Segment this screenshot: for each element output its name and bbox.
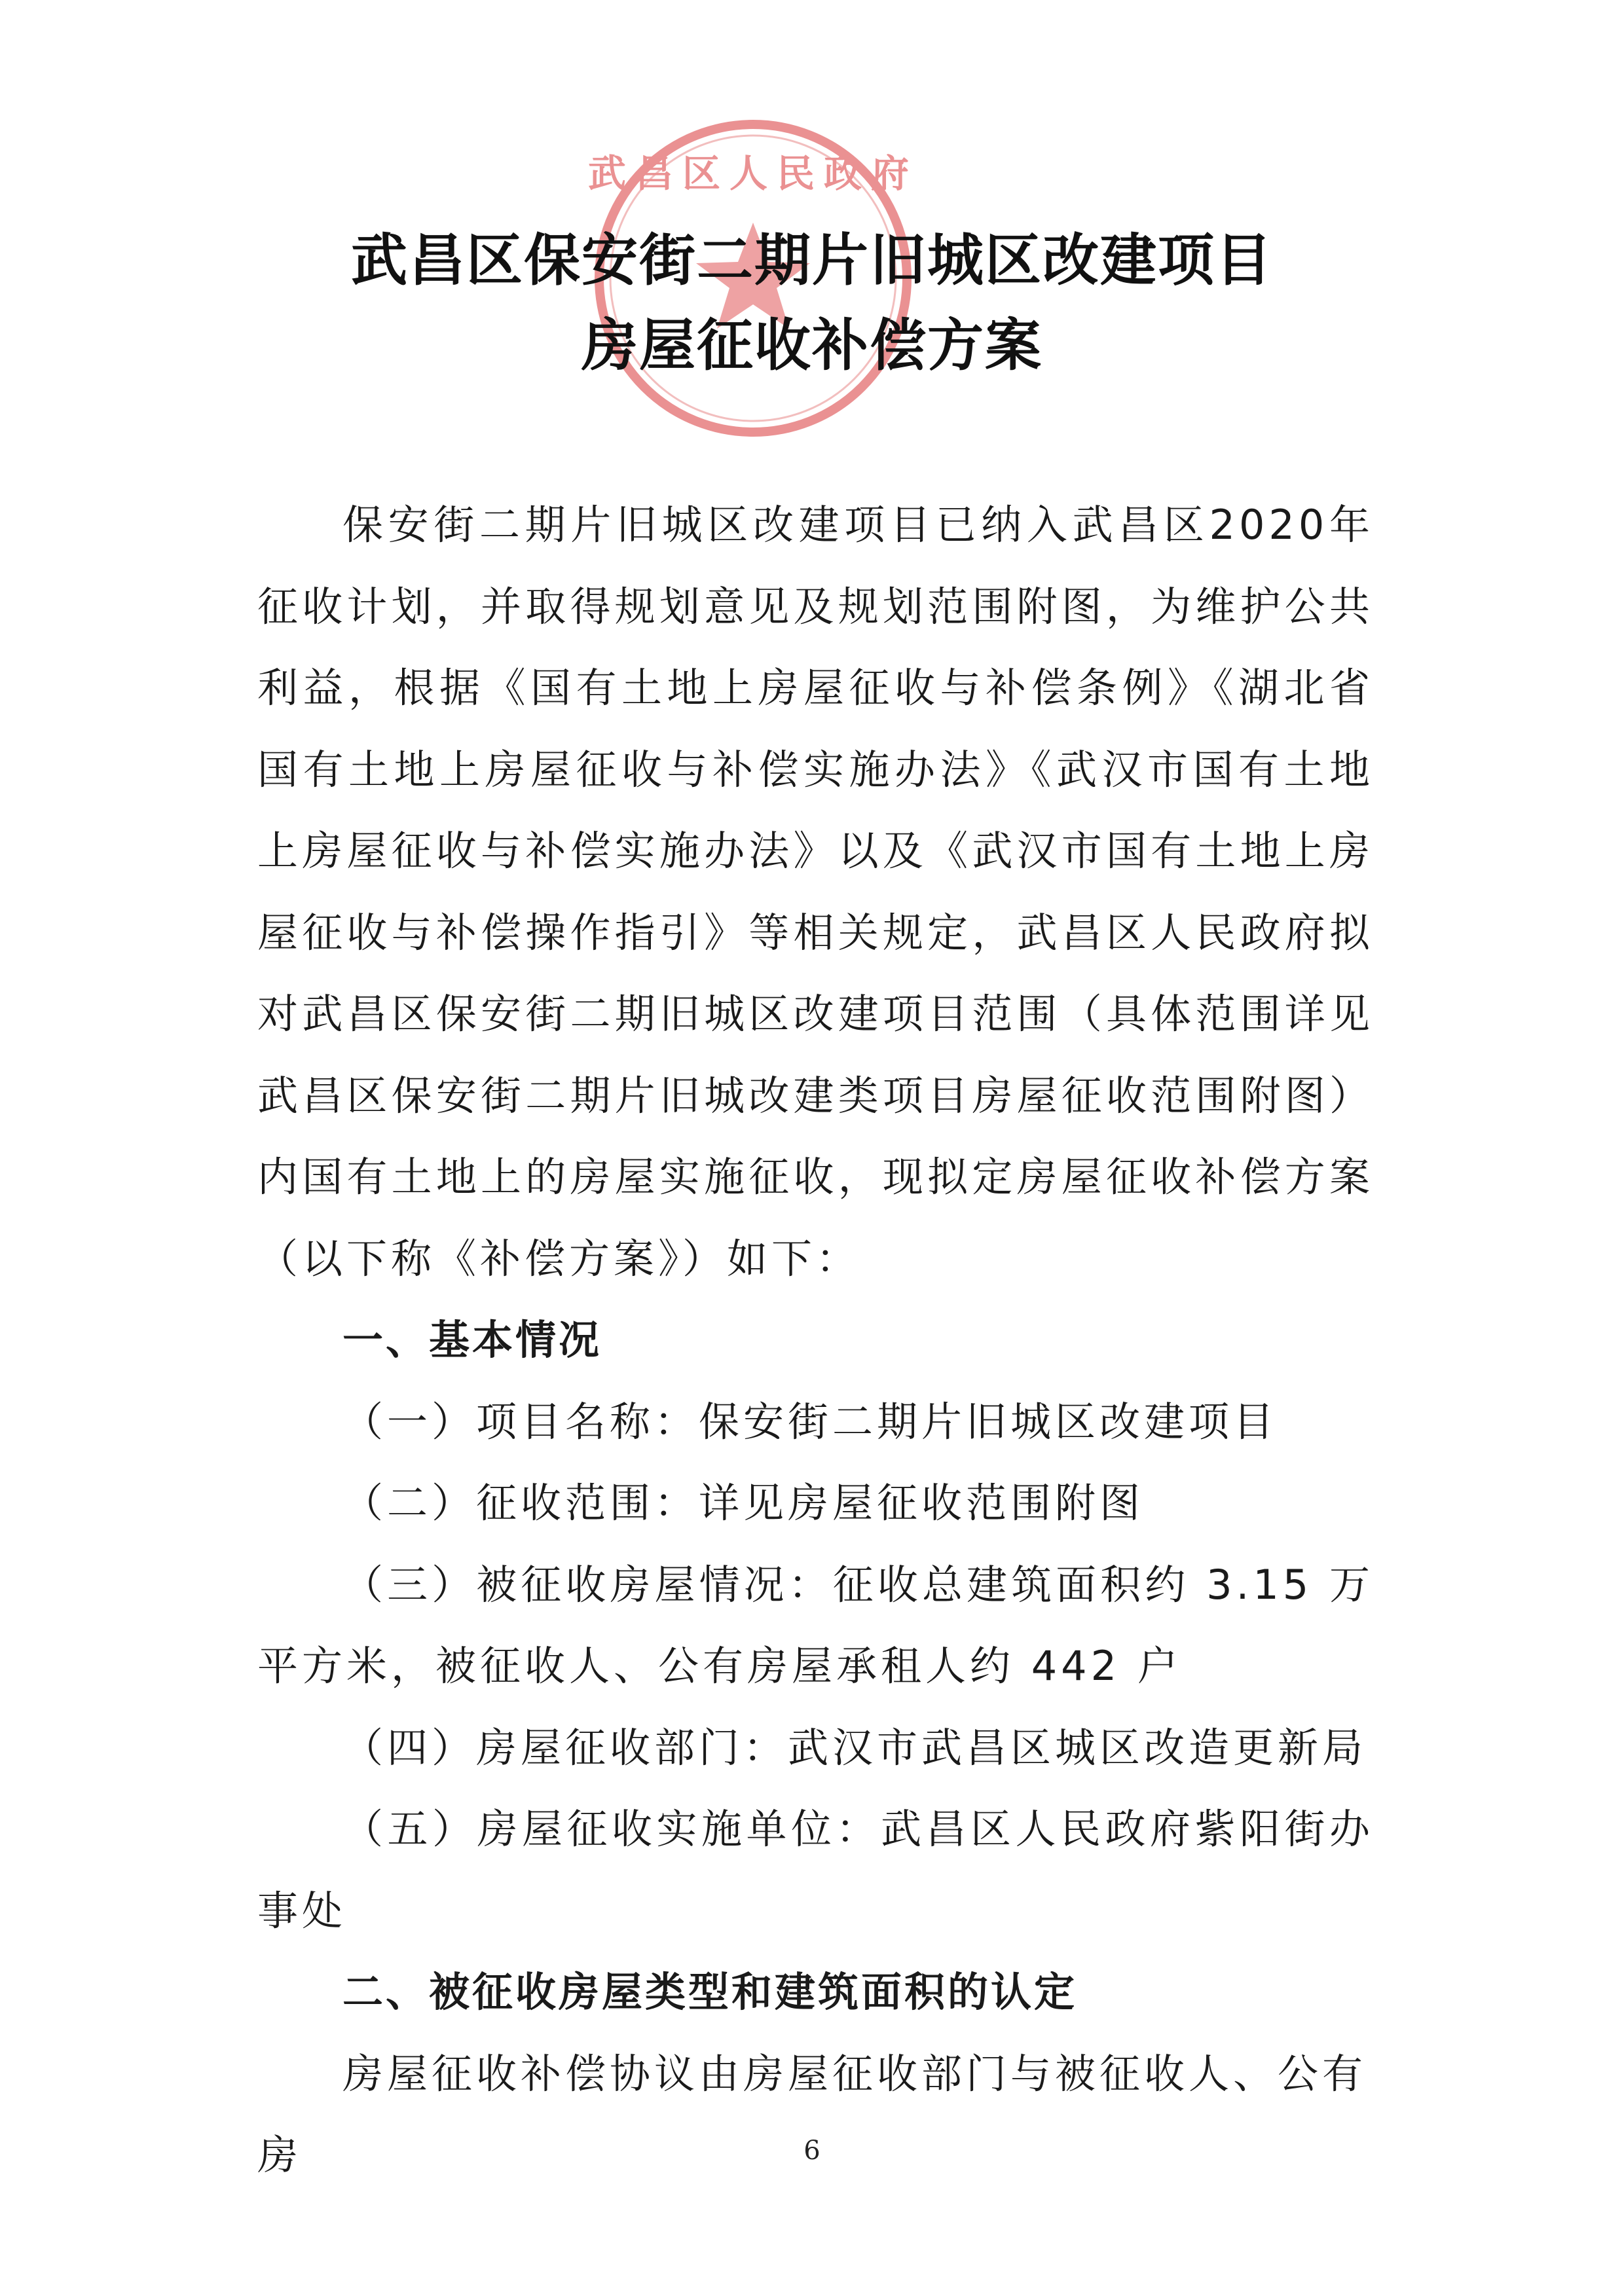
item-house-situation: （三）被征收房屋情况：征收总建筑面积约 3.15 万平方米，被征收人、公有房屋承租人约 442 户 xyxy=(257,1560,1374,1690)
section-2-paragraph: 房屋征收补偿协议由房屋征收部门与被征收人、公有房 xyxy=(257,2049,1367,2179)
item-implementing-unit: （五）房屋征收实施单位：武昌区人民政府紫阳街办事处 xyxy=(257,1805,1374,1935)
page-number: 6 xyxy=(803,2136,821,2166)
svg-text:武昌区人民政府: 武昌区人民政府 xyxy=(587,151,919,196)
section-1-heading: 一、基本情况 xyxy=(342,1316,602,1364)
item-project-name: （一）项目名称：保安街二期片旧城区改建项目 xyxy=(342,1397,1278,1446)
document-title-line-2: 房屋征收补偿方案 xyxy=(581,313,1043,378)
section-2-heading: 二、被征收房屋类型和建筑面积的认定 xyxy=(342,1968,1078,2016)
intro-paragraph: 保安街二期片旧城区改建项目已纳入武昌区2020年征收计划，并取得规划意见及规划范围附图，为维护公共利益，根据《国有土地上房屋征收与补偿条例》《湖北省国有土地上房屋征收与补偿实施办法》《武汉市国有土地上房屋征收与补偿实施办法》以及《武汉市国有土地上房屋征收与补偿操作指引》等相关规定，武昌区人民政府拟对武昌区保安街二期旧城区改建项目范围（具体范围详见武昌区保安街二期片旧城改建类项目房屋征收范围附图）内国有土地上的房屋实施征收，现拟定房屋征收补偿方案（以下称《补偿方案》）如下： xyxy=(257,501,1374,1283)
document-title-line-1: 武昌区保安街二期片旧城区改建项目 xyxy=(351,228,1273,293)
item-scope: （二）征收范围：详见房屋征收范围附图 xyxy=(342,1479,1145,1527)
item-department: （四）房屋征收部门：武汉市武昌区城区改造更新局 xyxy=(342,1723,1367,1772)
document-body xyxy=(257,484,1374,2196)
